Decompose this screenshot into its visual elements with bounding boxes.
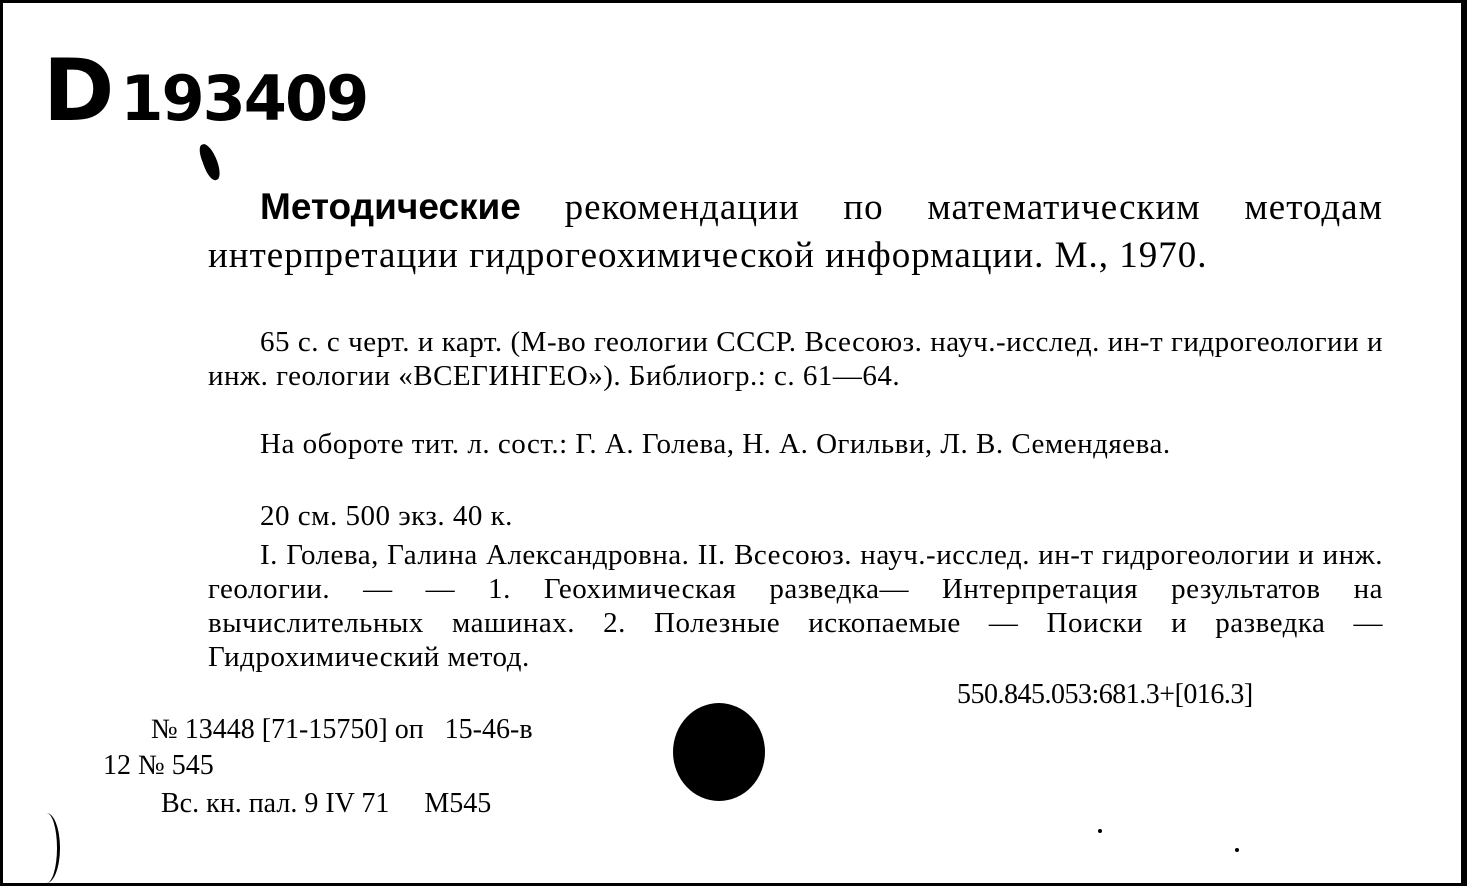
ink-mark-icon [197, 142, 223, 182]
handwritten-call-number [43, 41, 368, 141]
record-description: 65 с. с черт. и карт. (М-во геологии СССР. Всесоюз. науч.-исслед. ин-т гидрогеологии и инж. геологии «ВСЕГИНГЕО»). Библиогр.: с. 61—64. [208, 326, 1383, 392]
meta-line-card-number: 12 № 545 [103, 750, 214, 781]
call-letter: D [43, 41, 115, 141]
meta-line-order-number: № 13448 [71-15750] оп 15-46-в [151, 714, 533, 745]
record-authors-note: На обороте тит. л. сост.: Г. А. Голева, Н. А. Огильви, Л. В. Семендяева. [260, 428, 1171, 460]
record-tracings: I. Голева, Галина Александровна. II. Всесоюз. науч.-исслед. ин-т гидрогеологии и инж. геологии. — — 1. Геохимическая разведка— Интерпретация результатов на вычислительных машинах. 2. Полезные ископаемые — Поиски и разведка — Гидрохимический метод. [208, 539, 1383, 673]
record-title [208, 183, 1383, 280]
title-rest: рекомендации по математическим методам интерпретации гидрогеохимической информации. М., 1970. [208, 187, 1383, 276]
record-physical-description: 20 см. 500 экз. 40 к. [260, 500, 513, 532]
meta-line-chamber: Вс. кн. пал. 9 IV 71 М545 [161, 788, 492, 819]
pencil-mark-icon [33, 813, 60, 883]
ink-speck [1098, 829, 1102, 833]
ink-speck [1235, 848, 1239, 852]
call-number: 193409 [120, 62, 368, 135]
title-lead-word: Методические [260, 186, 521, 227]
punch-hole [673, 703, 765, 801]
udc-classification: 550.845.053:681.3+[016.3] [957, 679, 1253, 710]
